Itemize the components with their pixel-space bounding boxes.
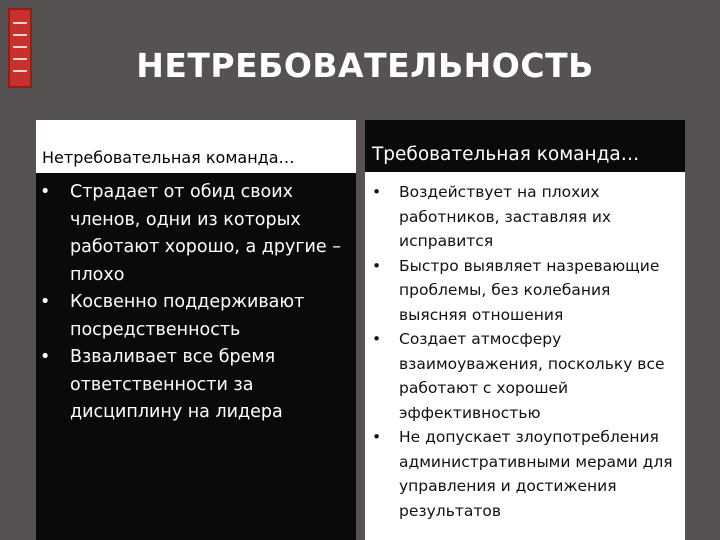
left-column-list: [36, 173, 356, 427]
list-item-text: Косвенно поддерживают посредственность: [70, 292, 305, 340]
bullet: •: [372, 428, 382, 446]
bullet: •: [40, 347, 51, 367]
right-column: [365, 120, 685, 540]
bullet: •: [372, 183, 382, 201]
list-item: [40, 289, 348, 344]
list-item: [372, 327, 677, 425]
list-item-text: Страдает от обид своих членов, одни из которых работают хорошо, а другие – плохо: [70, 182, 341, 285]
bullet: •: [372, 330, 382, 348]
list-item: [372, 180, 677, 254]
left-column-header: Нетребовательная команда…: [36, 120, 356, 173]
slide-title: НЕТРЕБОВАТЕЛЬНОСТЬ: [136, 46, 594, 85]
list-item: [40, 344, 348, 427]
left-column: [36, 120, 356, 540]
right-column-list: [365, 172, 685, 523]
list-item-text: Быстро выявляет назревающие проблемы, без колебания выясняя отношения: [399, 256, 660, 324]
list-item: [372, 254, 677, 328]
right-column-header: Требовательная команда…: [365, 120, 685, 172]
list-item: [40, 179, 348, 289]
bullet: •: [40, 292, 51, 312]
list-item: [372, 425, 677, 523]
list-item-text: Воздействует на плохих работников, заставляя их исправится: [399, 183, 612, 250]
bullet: •: [40, 182, 51, 202]
list-item-text: Взваливает все бремя ответственности за дисциплину на лидера: [70, 347, 283, 422]
bullet: •: [372, 256, 382, 275]
list-item-text: Создает атмосферу взаимоуважения, поскольку все работают с хорошей эффективностью: [399, 330, 665, 422]
list-item-text: Не допускает злоупотребления административными мерами для управления и достижения результатов: [399, 428, 673, 520]
